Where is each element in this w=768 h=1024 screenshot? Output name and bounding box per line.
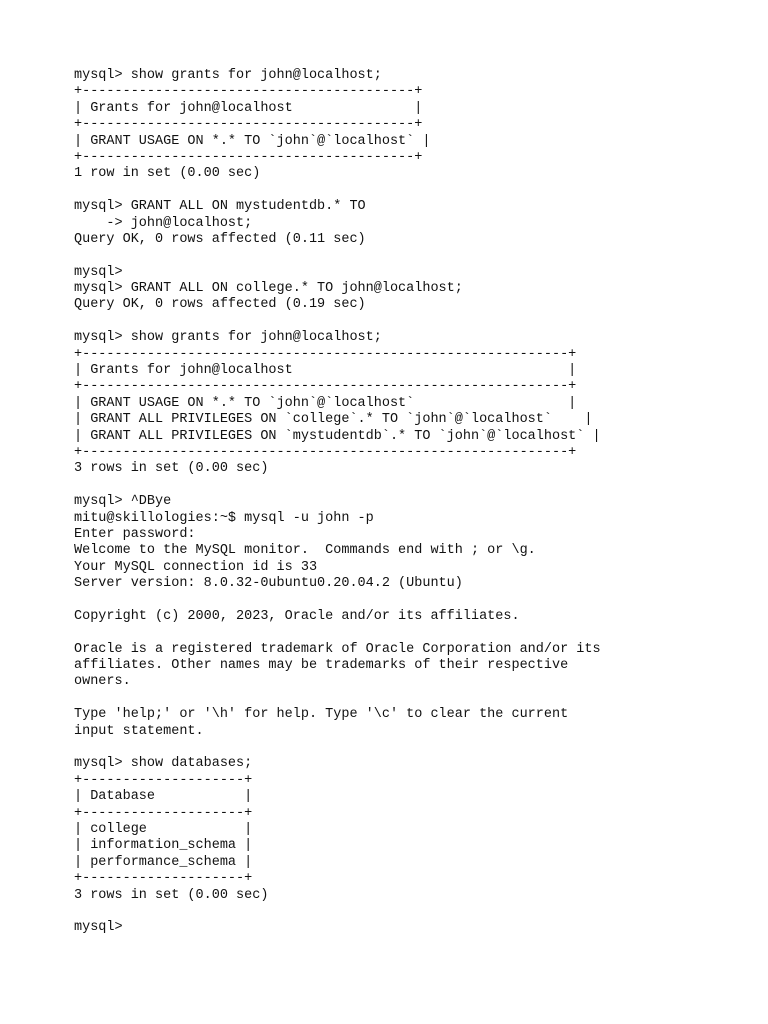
terminal-line: mysql> GRANT ALL ON mystudentdb.* TO	[74, 199, 366, 215]
table-border: +-----------------------------------------+	[74, 149, 423, 165]
table-row: | college |	[74, 821, 253, 837]
table-header: | Grants for john@localhost |	[74, 100, 423, 116]
result-summary: 1 row in set (0.00 sec)	[74, 166, 261, 182]
terminal-line: mysql> GRANT ALL ON college.* TO john@localhost;	[74, 281, 463, 297]
table-border: +------------------------------------------------------------+	[74, 346, 577, 362]
blank-line	[74, 904, 754, 920]
terminal-line: mysql>	[74, 264, 123, 280]
terminal-line: owners.	[74, 674, 131, 690]
result-summary: Query OK, 0 rows affected (0.19 sec)	[74, 297, 366, 313]
table-border: +-----------------------------------------+	[74, 117, 423, 133]
terminal-line: -> john@localhost;	[74, 215, 253, 231]
table-row: | information_schema |	[74, 838, 253, 854]
terminal-line: Type 'help;' or '\h' for help. Type '\c' to clear the current	[74, 707, 569, 723]
result-summary: 3 rows in set (0.00 sec)	[74, 887, 269, 903]
table-border: +-----------------------------------------+	[74, 84, 423, 100]
blank-line	[74, 740, 754, 756]
table-border: +--------------------+	[74, 871, 253, 887]
terminal-line: Enter password:	[74, 526, 196, 542]
terminal-line: Your MySQL connection id is 33	[74, 559, 318, 575]
terminal-line: mysql> show grants for john@localhost;	[74, 68, 382, 83]
blank-line	[74, 625, 754, 641]
result-summary: Query OK, 0 rows affected (0.11 sec)	[74, 231, 366, 247]
terminal-transcript	[74, 68, 754, 937]
result-summary: 3 rows in set (0.00 sec)	[74, 461, 269, 477]
table-header: | Grants for john@localhost |	[74, 363, 577, 379]
blank-line	[74, 593, 754, 609]
terminal-line: input statement.	[74, 723, 204, 739]
mysql-prompt: mysql>	[74, 920, 123, 936]
table-row: | GRANT USAGE ON *.* TO `john`@`localhost` |	[74, 395, 577, 411]
table-border: +------------------------------------------------------------+	[74, 444, 577, 460]
table-row: | GRANT USAGE ON *.* TO `john`@`localhost` |	[74, 133, 431, 149]
terminal-line: mysql> show grants for john@localhost;	[74, 330, 382, 346]
blank-line	[74, 691, 754, 707]
table-border: +------------------------------------------------------------+	[74, 379, 577, 395]
terminal-line: mitu@skillologies:~$ mysql -u john -p	[74, 510, 374, 526]
terminal-line: affiliates. Other names may be trademarks of their respective	[74, 658, 569, 674]
blank-line	[74, 478, 754, 494]
blank-line	[74, 248, 754, 264]
table-header: | Database |	[74, 789, 253, 805]
table-row: | GRANT ALL PRIVILEGES ON `mystudentdb`.* TO `john`@`localhost` |	[74, 428, 601, 444]
terminal-line: Server version: 8.0.32-0ubuntu0.20.04.2 (Ubuntu)	[74, 576, 463, 592]
blank-line	[74, 314, 754, 330]
table-row: | GRANT ALL PRIVILEGES ON `college`.* TO `john`@`localhost` |	[74, 412, 593, 428]
terminal-line: Copyright (c) 2000, 2023, Oracle and/or its affiliates.	[74, 608, 520, 624]
terminal-line: mysql> ^DBye	[74, 494, 172, 510]
table-border: +--------------------+	[74, 805, 253, 821]
terminal-line: Oracle is a registered trademark of Oracle Corporation and/or its	[74, 641, 601, 657]
terminal-line: mysql> show databases;	[74, 756, 253, 772]
terminal-line: Welcome to the MySQL monitor. Commands end with ; or \g.	[74, 543, 536, 559]
table-row: | performance_schema |	[74, 854, 253, 870]
table-border: +--------------------+	[74, 772, 253, 788]
blank-line	[74, 183, 754, 199]
